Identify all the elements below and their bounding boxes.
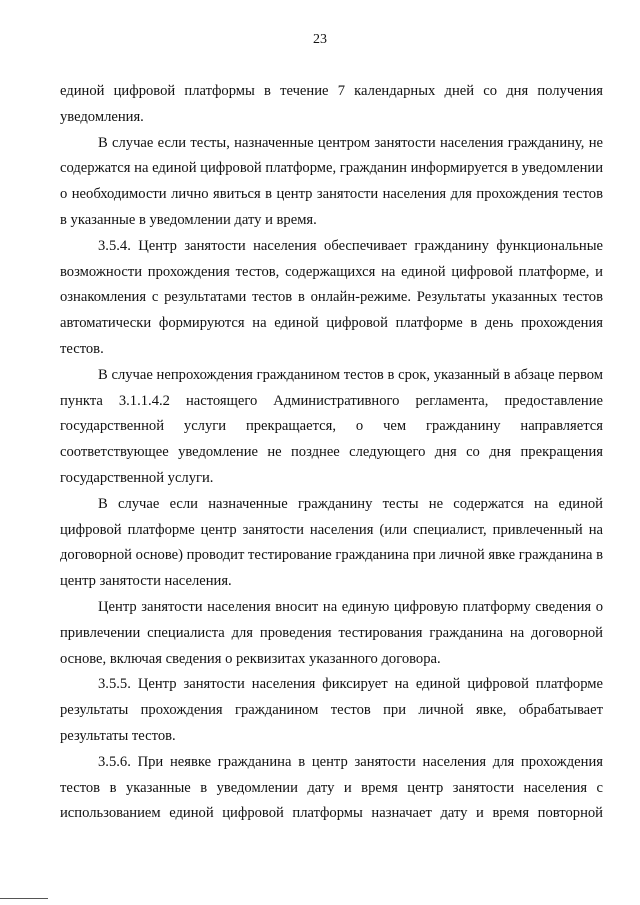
- paragraph: 3.5.5. Центр занятости населения фиксирует на единой цифровой платформе результаты прохождения гражданином тестов при личной явке, обрабатывает результаты тестов.: [60, 676, 603, 744]
- paragraph: В случае непрохождения гражданином тестов в срок, указанный в абзаце первом пункта 3.1.1.4.2 настоящего Административного регламента, предоставление государственной услуги прекращается, о чем гражданину направляется соответствующее уведомление не позднее следующего дня со дня прекращения государственной услуги.: [60, 366, 603, 486]
- paragraph: единой цифровой платформы в течение 7 календарных дней со дня получения уведомления.: [60, 83, 603, 125]
- paragraph: 3.5.4. Центр занятости населения обеспечивает гражданину функциональные возможности прохождения тестов, содержащихся на единой цифровой платформе, и ознакомления с результатами тестов в онлайн-режиме. Результаты указанных тестов автоматически формируются на единой цифровой платформе в день прохождения тестов.: [60, 237, 603, 357]
- page-edge-mark: [0, 898, 48, 899]
- paragraph: В случае если назначенные гражданину тесты не содержатся на единой цифровой платформе центр занятости населения (или специалист, привлеченный на договорной основе) проводит тестирование гражданина при личной явке гражданина в центр занятости населения.: [60, 495, 603, 590]
- paragraph: Центр занятости населения вносит на единую цифровую платформу сведения о привлечении специалиста для проведения тестирования гражданина на договорной основе, включая сведения о реквизитах указанного договора.: [60, 598, 603, 667]
- document-body: [60, 79, 603, 827]
- paragraph: 3.5.6. При неявке гражданина в центр занятости населения для прохождения тестов в указанные в уведомлении дату и время центр занятости населения с использованием единой цифровой платформы назначает дату и время повторной: [60, 753, 603, 822]
- page-number: 23: [313, 32, 327, 47]
- paragraph: В случае если тесты, назначенные центром занятости населения гражданину, не содержатся на единой цифровой платформе, гражданин информируется в уведомлении о необходимости лично явиться в центр занятости населения для прохождения тестов в указанные в уведомлении дату и время.: [60, 134, 603, 228]
